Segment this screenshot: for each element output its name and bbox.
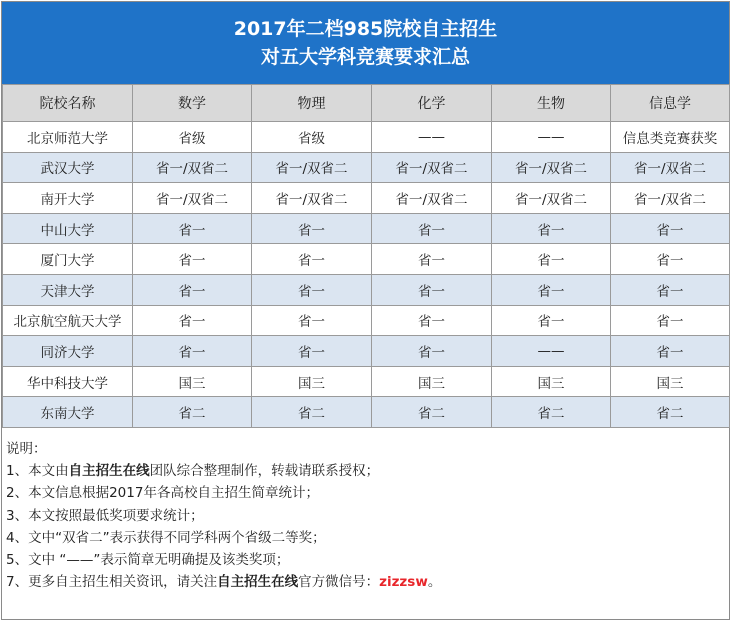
requirement-cell: 省一	[611, 336, 730, 367]
requirement-cell: 省二	[372, 397, 492, 428]
requirement-cell: 省一/双省二	[611, 183, 730, 214]
note-7-pre: 7、更多自主招生相关资讯，请关注	[6, 574, 218, 591]
requirement-cell: 省一/双省二	[252, 183, 372, 214]
school-name-cell: 南开大学	[3, 183, 133, 214]
table-row	[3, 122, 730, 153]
competition-table	[2, 84, 730, 428]
note-1-brand: 自主招生在线	[68, 463, 150, 480]
requirement-cell: 省二	[492, 397, 611, 428]
requirement-cell: 省一/双省二	[133, 183, 252, 214]
requirement-cell: 省一	[611, 213, 730, 244]
note-4: 4、文中“双省二”表示获得不同学科两个省级二等奖；	[6, 529, 326, 546]
requirement-cell: 省一	[372, 305, 492, 336]
requirement-cell: 省一	[372, 244, 492, 275]
wechat-id: zizzsw	[379, 574, 428, 591]
header-physics: 物理	[252, 85, 372, 122]
requirement-cell: 省一/双省二	[372, 183, 492, 214]
requirement-cell: 省一/双省二	[492, 183, 611, 214]
note-1-pre: 1、本文由	[6, 463, 69, 480]
requirement-cell: 省一	[133, 213, 252, 244]
requirement-cell: 省一	[133, 305, 252, 336]
notes-heading: 说明：	[6, 440, 47, 457]
table-row	[3, 152, 730, 183]
school-name-cell: 厦门大学	[3, 244, 133, 275]
table-row	[3, 336, 730, 367]
requirement-cell: 省一	[372, 274, 492, 305]
note-7-brand: 自主招生在线	[217, 574, 299, 591]
requirement-cell: 省二	[611, 397, 730, 428]
table-row	[3, 213, 730, 244]
requirement-cell: 省一	[252, 213, 372, 244]
requirement-cell: 省一/双省二	[492, 152, 611, 183]
note-7-mid: 官方微信号：	[298, 574, 380, 591]
requirement-cell: ——	[492, 336, 611, 367]
school-name-cell: 北京师范大学	[3, 122, 133, 153]
requirement-cell: 国三	[492, 366, 611, 397]
note-7-end: 。	[427, 574, 442, 591]
requirement-cell: 省一	[492, 244, 611, 275]
table-row	[3, 397, 730, 428]
requirement-cell: 信息类竞赛获奖	[611, 122, 730, 153]
requirement-cell: 省二	[133, 397, 252, 428]
requirement-cell: 省一/双省二	[611, 152, 730, 183]
requirement-cell: 省一	[611, 305, 730, 336]
table-body	[3, 122, 730, 428]
requirement-cell: 省一	[252, 336, 372, 367]
requirement-cell: 省一	[492, 213, 611, 244]
school-name-cell: 武汉大学	[3, 152, 133, 183]
school-name-cell: 东南大学	[3, 397, 133, 428]
requirement-cell: 省级	[252, 122, 372, 153]
document-frame	[1, 1, 730, 620]
title-line-1: 2017年二档985院校自主招生	[233, 18, 498, 40]
requirement-cell: ——	[372, 122, 492, 153]
title-banner	[2, 2, 729, 84]
note-3: 3、本文按照最低奖项要求统计；	[6, 507, 204, 524]
requirement-cell: 省级	[133, 122, 252, 153]
table-row	[3, 274, 730, 305]
note-1	[6, 460, 729, 482]
requirement-cell: 国三	[133, 366, 252, 397]
title-line-2: 对五大学科竞赛要求汇总	[260, 46, 470, 68]
school-name-cell: 华中科技大学	[3, 366, 133, 397]
table-row	[3, 366, 730, 397]
requirement-cell: 国三	[611, 366, 730, 397]
requirement-cell: 省二	[252, 397, 372, 428]
requirement-cell: 省一	[252, 274, 372, 305]
table-row	[3, 183, 730, 214]
requirement-cell: 省一/双省二	[252, 152, 372, 183]
note-5: 5、文中 “——”表示简章无明确提及该类奖项；	[6, 551, 290, 568]
school-name-cell: 北京航空航天大学	[3, 305, 133, 336]
requirement-cell: 省一	[492, 274, 611, 305]
notes-section	[2, 428, 729, 593]
note-1-post: 团队综合整理制作，转载请联系授权；	[149, 463, 380, 480]
header-math: 数学	[133, 85, 252, 122]
requirement-cell: 省一	[611, 274, 730, 305]
school-name-cell: 中山大学	[3, 213, 133, 244]
school-name-cell: 同济大学	[3, 336, 133, 367]
requirement-cell: 省一	[492, 305, 611, 336]
note-7	[6, 571, 729, 593]
header-chemistry: 化学	[372, 85, 492, 122]
requirement-cell: 省一	[611, 244, 730, 275]
header-biology: 生物	[492, 85, 611, 122]
requirement-cell: 省一/双省二	[133, 152, 252, 183]
requirement-cell: 国三	[372, 366, 492, 397]
requirement-cell: 国三	[252, 366, 372, 397]
school-name-cell: 天津大学	[3, 274, 133, 305]
requirement-cell: 省一/双省二	[372, 152, 492, 183]
header-school: 院校名称	[3, 85, 133, 122]
table-row	[3, 244, 730, 275]
header-informatics: 信息学	[611, 85, 730, 122]
requirement-cell: 省一	[252, 305, 372, 336]
requirement-cell: 省一	[133, 244, 252, 275]
requirement-cell: 省一	[372, 336, 492, 367]
note-2: 2、本文信息根据2017年各高校自主招生简章统计；	[6, 485, 319, 502]
requirement-cell: 省一	[133, 274, 252, 305]
requirement-cell: ——	[492, 122, 611, 153]
table-row	[3, 305, 730, 336]
requirement-cell: 省一	[252, 244, 372, 275]
requirement-cell: 省一	[133, 336, 252, 367]
requirement-cell: 省一	[372, 213, 492, 244]
table-header-row	[3, 85, 730, 122]
